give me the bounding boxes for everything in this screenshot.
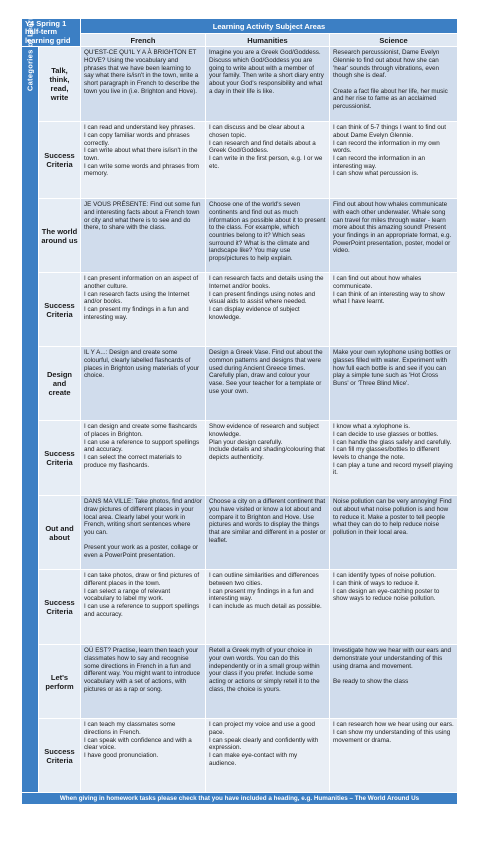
row-label-success-criteria: Success Criteria — [39, 122, 81, 199]
cell-criteria-humanities: I can discuss and be clear about a chosen topic. I can research and find details about a Greek God/Goddess. I can write in the first person, e.g. I or we etc. — [206, 122, 330, 199]
subject-areas-title: Learning Activity Subject Areas — [81, 19, 458, 34]
cell-world-science: Find out about how whales communicate with each other underwater. Whale song can travel for miles through water - learn more about this amazing sound! Present your findings in an appropriate format, e.g. PowerPoint presentation, poster, model or video. — [330, 199, 458, 273]
categories-label: Categories of Learning — [25, 3, 35, 92]
cell-design-french: IL Y A...: Design and create some colourful, clearly labelled flashcards of places in Brighton using materials of your choice. — [81, 347, 206, 421]
row-label-success-criteria: Success Criteria — [39, 273, 81, 347]
row-label-world: The world around us — [39, 199, 81, 273]
row-label-perform: Let's perform — [39, 645, 81, 719]
cell-out-french: DANS MA VILLE: Take photos, find and/or draw pictures of different places in your local area. Clearly label your work in French, writing short sentences where you can. Present your work as a poster, collage or even a PowerPoint presentation. — [81, 496, 206, 570]
subject-header-french: French — [81, 34, 206, 47]
cell-criteria-french: I can present information on an aspect of another culture. I can research facts using the Internet and/or books. I can present my findings in a fun and interesting way. — [81, 273, 206, 347]
cell-criteria-french: I can take photos, draw or find pictures of different places in the town. I can select a range of relevant vocabulary to label my work. I can use a reference to support spellings and accuracy. — [81, 570, 206, 645]
subject-header-science: Science — [330, 34, 458, 47]
cell-criteria-french: I can read and understand key phrases. I can copy familiar words and phrases correctly. I can write about what there is/isn't in the town. I can write some words and phrases from memory. — [81, 122, 206, 199]
cell-world-humanities: Choose one of the world's seven continents and find out as much information as possible about it to present to the class. For example, which countries belong to it? Which seas surround it? What is the climate and landscape like? You may use props/pictures to help explain. — [206, 199, 330, 273]
cell-criteria-humanities: I can project my voice and use a good pace. I can speak clearly and confidently with expression. I can make eye-contact with my audience. — [206, 719, 330, 793]
row-label-talk: Talk, think, read, write — [39, 47, 81, 122]
cell-criteria-humanities: I can research facts and details using the Internet and/or books. I can present findings using notes and visual aids to assist where needed. I can display evidence of subject knowledge. — [206, 273, 330, 347]
cell-talk-french: QU'EST-CE QU'IL Y A À BRIGHTON ET HOVE? Using the vocabulary and phrases that we have been learning to say what there is/isn't in the town, write a short paragraph in French to describe the town you live in (i.e. Brighton and Hove). — [81, 47, 206, 122]
cell-criteria-humanities: Show evidence of research and subject knowledge. Plan your design carefully. Include details and shading/colouring that depicts authenticity. — [206, 421, 330, 496]
cell-perform-science: Investigate how we hear with our ears and demonstrate your understanding of this using drama and movement. Be ready to show the class — [330, 645, 458, 719]
cell-perform-humanities: Retell a Greek myth of your choice in your own words. You can do this independently or in a small group within your class if you prefer. Include some acting or actions or simply retell it to the class, the choice is yours. — [206, 645, 330, 719]
cell-criteria-french: I can design and create some flashcards of places in Brighton. I can use a reference to support spellings and accuracy. I can select the correct materials to produce my flashcards. — [81, 421, 206, 496]
learning-grid-table — [21, 3, 458, 805]
row-label-design: Design and create — [39, 347, 81, 421]
homework-footer-note: When giving in homework tasks please check that you have included a heading, e.g. Humanities – The World Around Us — [22, 793, 458, 805]
cell-world-french: JE VOUS PRÉSENTE: Find out some fun and interesting facts about a French town or city and what there is to see and do there, to share with the class. — [81, 199, 206, 273]
grid-title: Y4 Spring 1 half-term learning grid — [22, 19, 81, 47]
cell-talk-humanities: Imagine you are a Greek God/Goddess. Discuss which God/Goddess you are going to write about with a member of your family. Then write a short diary entry about your God's responsibility and what a day in their life is like. — [206, 47, 330, 122]
cell-design-humanities: Design a Greek Vase. Find out about the common patterns and designs that were used during Ancient Greece times. Carefully plan, draw and colour your vase. See your teacher for a template or use your own. — [206, 347, 330, 421]
row-label-success-criteria: Success Criteria — [39, 719, 81, 793]
cell-design-science: Make your own xylophone using bottles or glasses filled with water. Experiment with how full each bottle is and see if you can play a simple tune such as 'Hot Cross Buns' or 'Three Blind Mice'. — [330, 347, 458, 421]
cell-out-humanities: Choose a city on a different continent that you have visited or know a lot about and compare it to Brighton and Hove. Use pictures and words to display the things that are similar and different in a poster or leaflet. — [206, 496, 330, 570]
cell-out-science: Noise pollution can be very annoying! Find out about what noise pollution is and how to reduce it. Make a poster to tell people what they can do to help reduce noise pollution in their local area. — [330, 496, 458, 570]
row-label-success-criteria: Success Criteria — [39, 570, 81, 645]
row-label-out-and-about: Out and about — [39, 496, 81, 570]
subject-header-humanities: Humanities — [206, 34, 330, 47]
cell-criteria-science: I can identify types of noise pollution. I can think of ways to reduce it. I can design an eye-catching poster to show ways to reduce noise pollution. — [330, 570, 458, 645]
cell-criteria-humanities: I can outline similarities and differences between two cities. I can present my findings in a fun and interesting way. I can include as much detail as possible. — [206, 570, 330, 645]
cell-criteria-science: I can find out about how whales communicate. I can think of an interesting way to show what I have learnt. — [330, 273, 458, 347]
cell-criteria-french: I can teach my classmates some directions in French. I can speak with confidence and with a clear voice. I have good pronunciation. — [81, 719, 206, 793]
cell-criteria-science: I can research how we hear using our ears. I can show my understanding of this using movement or drama. — [330, 719, 458, 793]
cell-criteria-science: I know what a xylophone is. I can decide to use glasses or bottles. I can handle the glass safely and carefully. I can fill my glasses/bottles to different levels to change the note. I can play a tune and record myself playing it. — [330, 421, 458, 496]
cell-talk-science: Research percussionist, Dame Evelyn Glennie to find out about how she can 'hear' sounds through vibrations, even though she is deaf. Create a fact file about her life, her music and her rise to fame as an acclaimed percussionist. — [330, 47, 458, 122]
categories-column — [22, 3, 39, 793]
row-label-success-criteria: Success Criteria — [39, 421, 81, 496]
cell-perform-french: OÙ EST? Practise, learn then teach your classmates how to say and recognise some directions in French in a fun and different way. You might want to introduce vocabulary with a set of actions, with pictures or as a rap or song. — [81, 645, 206, 719]
cell-criteria-science: I can think of 5-7 things I want to find out about Dame Evelyn Glennie. I can record the information in my own words. I can record the information in an interesting way. I can show what percussion is. — [330, 122, 458, 199]
